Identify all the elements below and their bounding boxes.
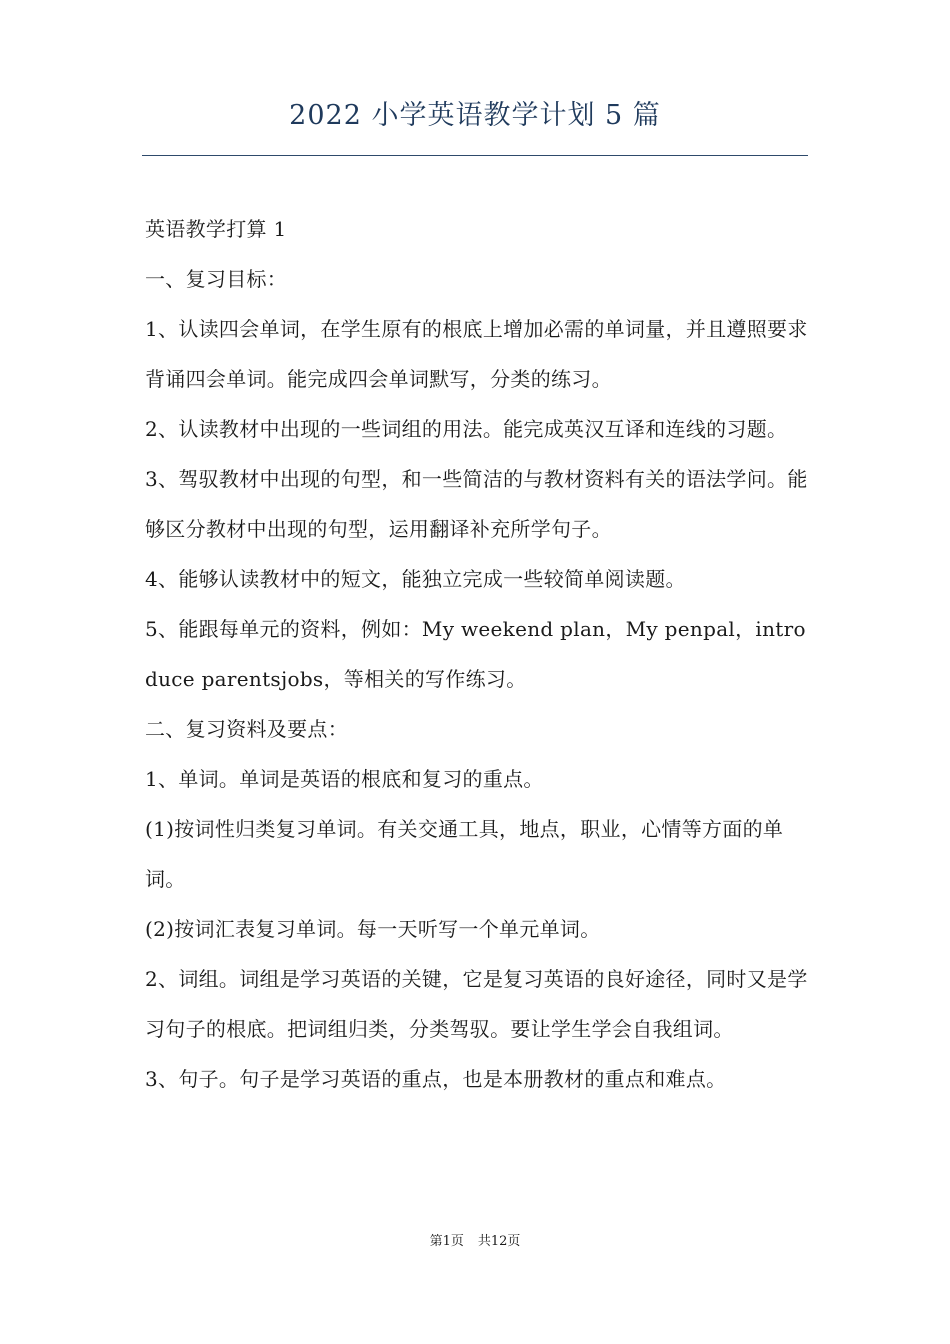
title-divider — [142, 155, 808, 156]
page-footer — [0, 1232, 950, 1252]
document-title: 2022 小学英语教学计划 5 篇 — [289, 100, 661, 131]
paragraph: (1)按词性归类复习单词。有关交通工具，地点，职业，心情等方面的单词。 — [145, 817, 784, 891]
paragraph: 2、词组。词组是学习英语的关键，它是复习英语的良好途径，同时又是学习句子的根底。把词组归类，分类驾驭。要让学生学会自我组词。 — [145, 967, 808, 1041]
paragraph: (2)按词汇表复习单词。每一天听写一个单元单词。 — [145, 917, 601, 941]
document-body — [145, 204, 813, 1104]
subsection-heading: 二、复习资料及要点： — [145, 717, 348, 741]
section-heading: 英语教学打算 1 — [145, 217, 287, 241]
paragraph: 3、驾驭教材中出现的句型，和一些简洁的与教材资料有关的语法学问。能够区分教材中出现的句型，运用翻译补充所学句子。 — [145, 467, 808, 541]
paragraph: 2、认读教材中出现的一些词组的用法。能完成英汉互译和连线的习题。 — [145, 417, 788, 441]
subsection-heading: 一、复习目标： — [145, 267, 288, 291]
paragraph: 5、能跟每单元的资料，例如：My weekend plan，My penpal，introduce parentsjobs，等相关的写作练习。 — [145, 617, 806, 691]
paragraph: 3、句子。句子是学习英语的重点，也是本册教材的重点和难点。 — [145, 1067, 727, 1091]
page-total: 共12页 — [477, 1234, 521, 1249]
paragraph: 4、能够认读教材中的短文，能独立完成一些较简单阅读题。 — [145, 567, 686, 591]
paragraph: 1、认读四会单词，在学生原有的根底上增加必需的单词量，并且遵照要求背诵四会单词。能完成四会单词默写，分类的练习。 — [145, 317, 808, 391]
page-number: 第1页 — [429, 1234, 464, 1249]
paragraph: 1、单词。单词是英语的根底和复习的重点。 — [145, 767, 544, 791]
